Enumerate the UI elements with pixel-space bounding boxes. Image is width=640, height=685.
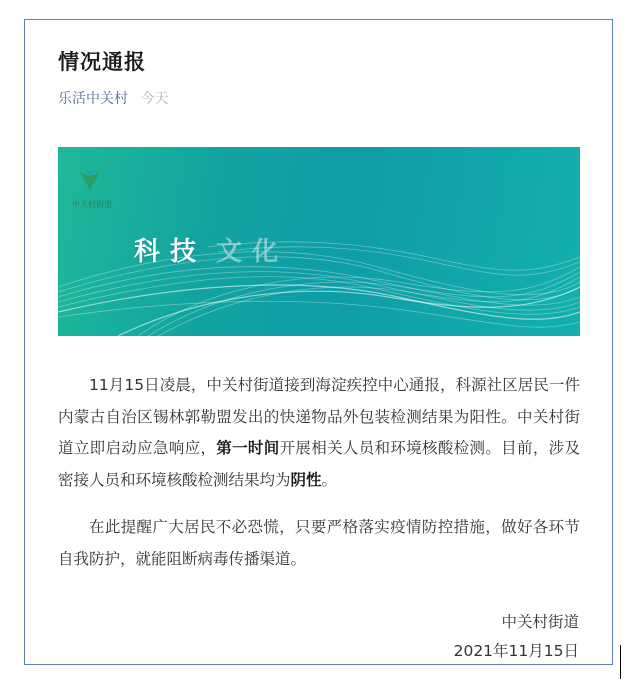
signature-org: 中关村街道 xyxy=(501,613,579,631)
banner-headline-secondary: 文化 xyxy=(216,237,289,267)
account-link[interactable]: 乐活中关村 xyxy=(58,91,128,107)
p1-text-a: 11月15日凌晨，中关村街道接到海淀疾控中心通报，科源社区居民一件内蒙古自治区锡林郭勒盟发出的快递物品外包装检测结果为阳性。中关村街道立即启动应急响应， xyxy=(58,376,580,457)
signature-date: 2021年11月15日 xyxy=(453,642,579,660)
body-paragraph-2: 在此提醒广大居民不必恐慌，只要严格落实疫情防控措施，做好各环节自我防护，就能阻断病毒传播渠道。 xyxy=(58,518,580,568)
banner-headline-primary: 科技 xyxy=(134,237,207,267)
banner-logo-text: 中关村街道 xyxy=(72,200,112,209)
article-title: 情况通报 xyxy=(58,50,146,74)
p1-bold-b: 阴性 xyxy=(290,470,322,489)
p1-bold-a: 第一时间 xyxy=(216,439,280,457)
publish-date: 今天 xyxy=(140,91,169,107)
banner-image xyxy=(58,147,580,336)
p1-text-b: 开展相关人员和环境核酸检测。目前，涉及密接人员和环境核酸检测结果均为 xyxy=(58,439,580,489)
article-meta xyxy=(58,88,168,108)
text-cursor xyxy=(620,645,621,679)
body-paragraph-1 xyxy=(58,370,580,496)
p1-text-c: 。 xyxy=(321,470,338,489)
